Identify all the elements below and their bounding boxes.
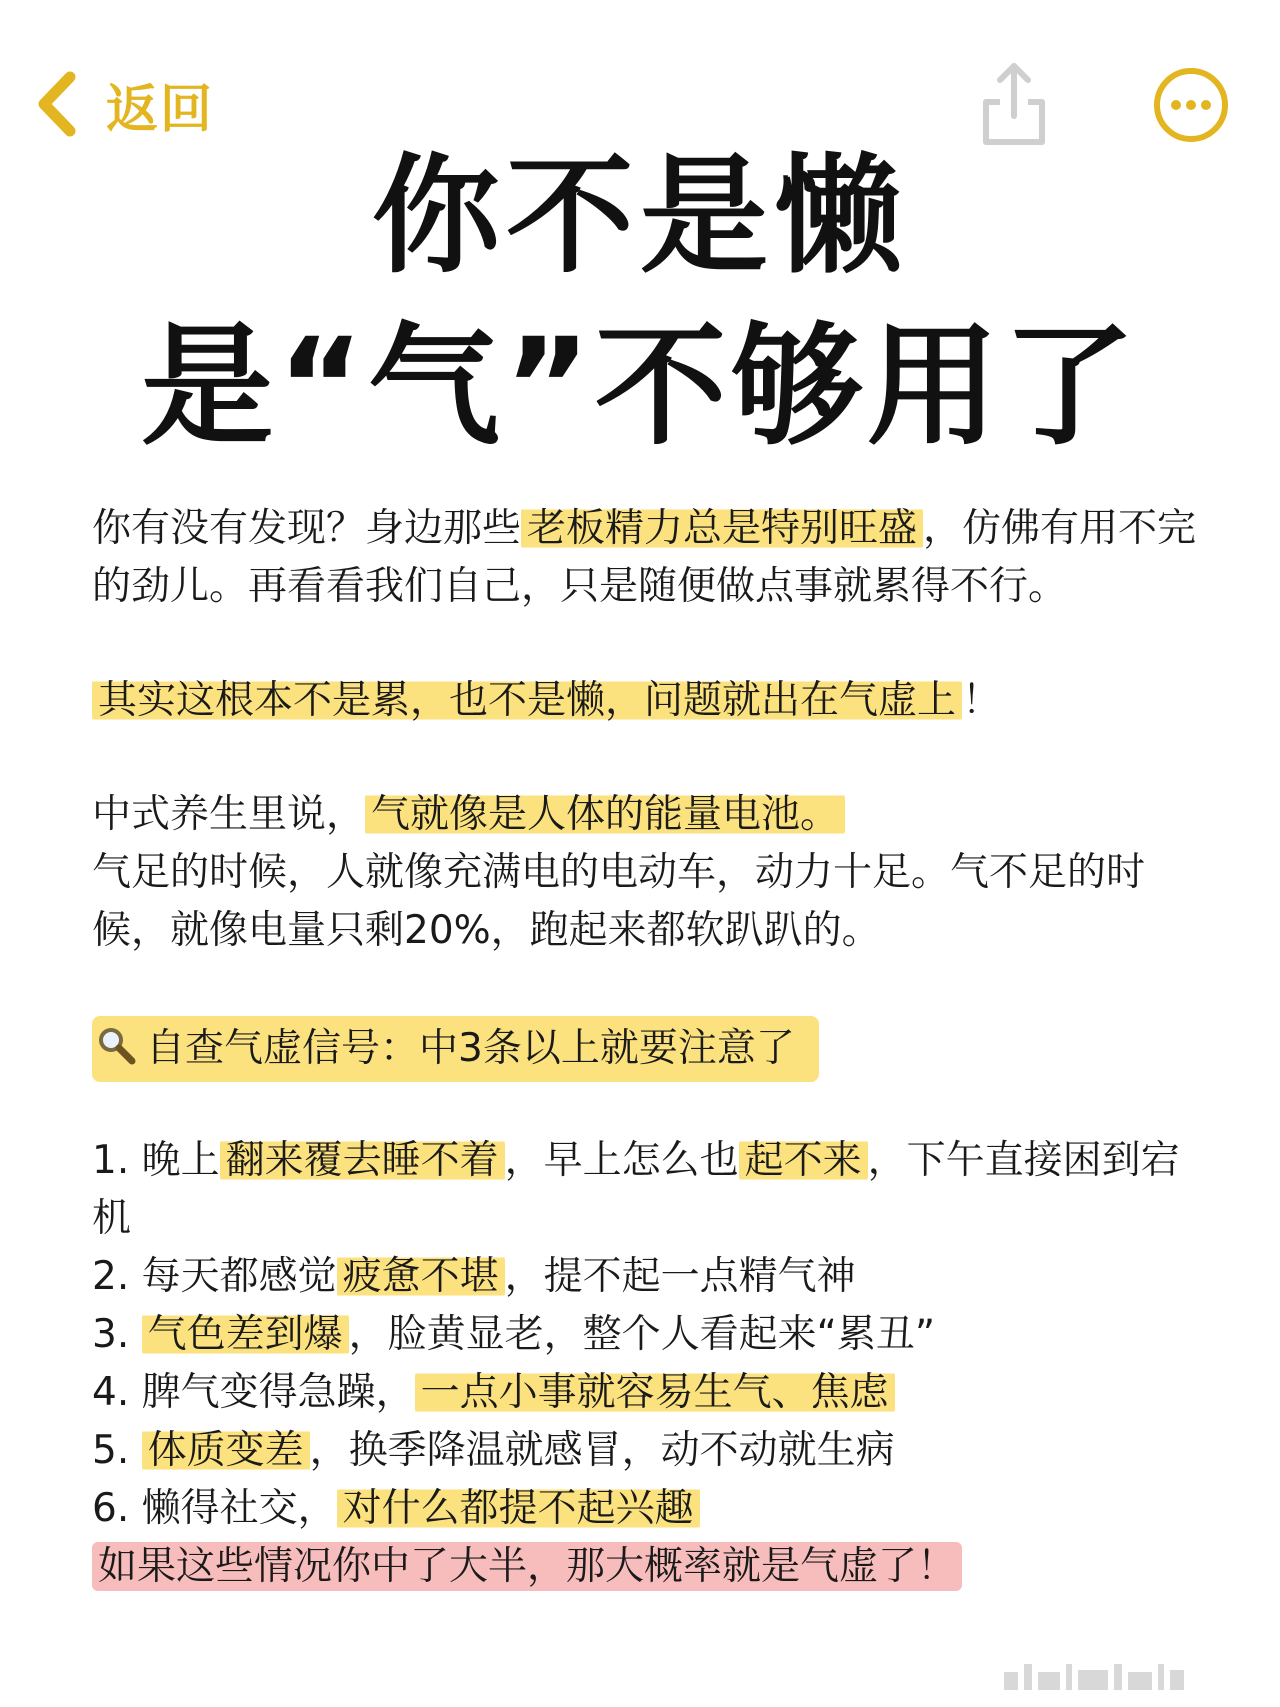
item-highlight: 翻来覆去睡不着	[220, 1138, 505, 1183]
claim-highlight: 其实这根本不是累，也不是懒，问题就出在气虚上	[92, 678, 962, 723]
claim-text-end: ！	[962, 678, 1002, 723]
conclusion	[92, 1538, 1202, 1596]
item-highlight: 疲惫不堪	[337, 1254, 505, 1299]
explain-paragraph	[92, 786, 1202, 960]
more-icon	[1152, 66, 1230, 144]
explain-text-2: 气足的时候，人就像充满电的电动车，动力十足。气不足的时候，就像电量只剩20%，跑起来都软趴趴的。	[92, 850, 1146, 953]
item-highlight: 对什么都提不起兴趣	[337, 1486, 700, 1531]
explain-highlight: 气就像是人体的能量电池。	[365, 792, 845, 837]
chevron-left-icon	[36, 71, 76, 137]
article-body	[92, 500, 1202, 1596]
share-icon	[978, 58, 1050, 148]
item-highlight: 体质变差	[142, 1428, 310, 1473]
conclusion-highlight: 如果这些情况你中了大半，那大概率就是气虚了！	[92, 1542, 962, 1591]
list-item: 4. 脾气变得急躁， 一点小事就容易生气、焦虑	[92, 1364, 1202, 1422]
check-heading	[92, 1016, 1202, 1082]
page-title-line-1: 你不是懒	[371, 142, 908, 291]
list-item: 1. 晚上 翻来覆去睡不着 ，早上怎么也 起不来 ，下午直接困到宕机	[92, 1138, 1180, 1241]
page-title-line-2: 是“气”不够用了	[141, 310, 1139, 464]
back-label: 返回	[106, 79, 215, 140]
list-item: 3. 气色差到爆 ，脸黄显老，整个人看起来“累丑”	[92, 1312, 936, 1357]
intro-highlight: 老板精力总是特别旺盛	[521, 506, 923, 551]
magnifier-icon	[96, 1025, 136, 1065]
explain-text: 中式养生里说，	[92, 792, 366, 837]
symptom-list	[92, 1132, 1202, 1538]
claim-paragraph	[92, 672, 1202, 730]
check-heading-text: 自查气虚信号：中3条以上就要注意了	[146, 1026, 795, 1071]
list-item: 2. 每天都感觉 疲惫不堪 ，提不起一点精气神	[92, 1254, 856, 1299]
top-bar	[0, 0, 1280, 150]
intro-paragraph	[92, 500, 1202, 616]
item-highlight: 起不来	[739, 1138, 868, 1183]
intro-text: 你有没有发现？身边那些	[92, 506, 522, 551]
share-button[interactable]	[978, 58, 1050, 148]
list-item: 5. 体质变差 ，换季降温就感冒，动不动就生病	[92, 1428, 895, 1473]
list-item: 6. 懒得社交， 对什么都提不起兴趣	[92, 1480, 1202, 1538]
watermark	[1004, 1664, 1264, 1690]
more-button[interactable]	[1152, 66, 1230, 144]
intro-text-end: ，仿佛有用不完的劲儿。再看看我们自己，只是随便做点事就累得不行。	[92, 506, 1197, 609]
item-highlight: 气色差到爆	[142, 1312, 349, 1357]
back-button[interactable]	[36, 68, 214, 140]
item-highlight: 一点小事就容易生气、焦虑	[415, 1370, 895, 1415]
